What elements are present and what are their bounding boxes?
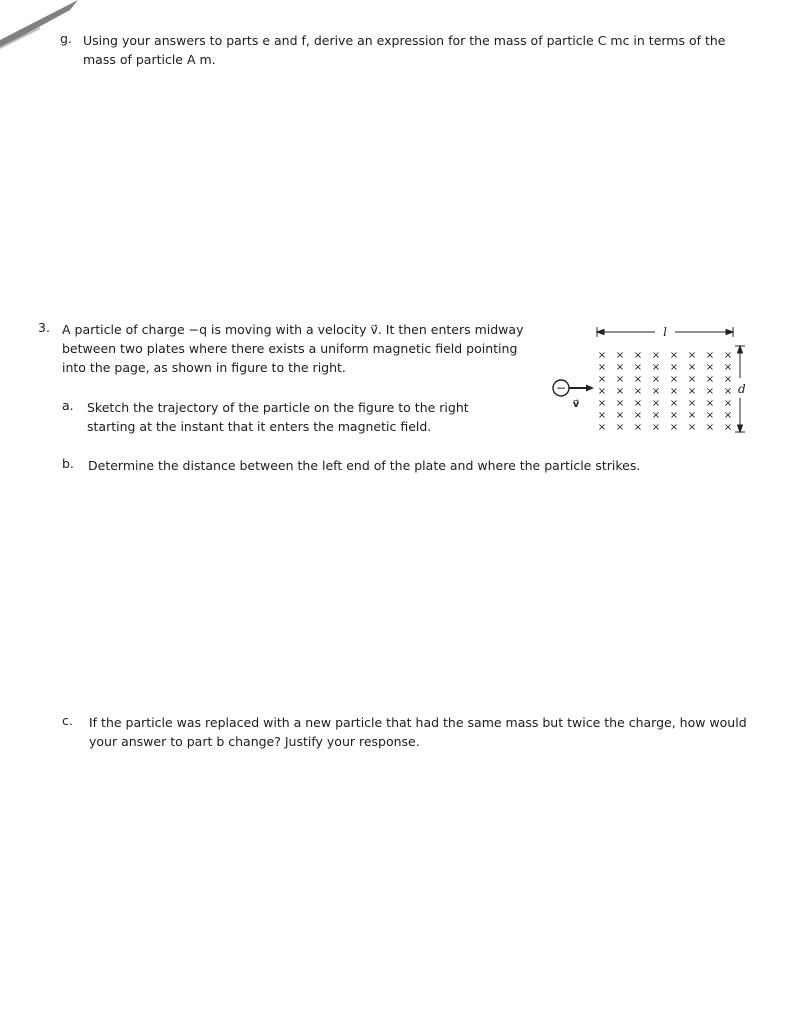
length-label: l [663, 325, 667, 339]
part-b [62, 456, 682, 476]
field-into-page-mark: × [687, 398, 697, 409]
field-into-page-mark: × [615, 362, 625, 373]
field-into-page-mark: × [597, 398, 607, 409]
field-into-page-mark: × [723, 386, 733, 397]
field-into-page-mark: × [633, 374, 643, 385]
part-g-text: Using your answers to parts e and f, derive an expression for the mass of particle C mᴄ in terms of the mass of particle A m. [83, 33, 726, 67]
field-into-page-mark: × [615, 398, 625, 409]
field-into-page-mark: × [687, 362, 697, 373]
field-into-page-mark: × [597, 410, 607, 421]
field-into-page-mark: × [687, 422, 697, 433]
field-into-page-mark: × [597, 362, 607, 373]
part-b-text: Determine the distance between the left end of the plate and where the particle strikes. [88, 458, 641, 473]
field-into-page-mark: × [651, 374, 661, 385]
field-into-page-mark: × [633, 410, 643, 421]
field-into-page-mark: × [615, 374, 625, 385]
velocity-label: v⃗ [572, 399, 580, 410]
field-into-page-mark: × [651, 350, 661, 361]
part-a [62, 398, 522, 438]
field-into-page-mark: × [705, 362, 715, 373]
part-g-marker: g. [60, 31, 72, 46]
field-into-page-mark: × [633, 422, 643, 433]
charge-sign: − [555, 381, 567, 395]
field-into-page-mark: × [651, 398, 661, 409]
field-into-page-mark: × [597, 350, 607, 361]
field-into-page-mark: × [615, 410, 625, 421]
field-into-page-mark: × [705, 386, 715, 397]
field-into-page-mark: × [687, 350, 697, 361]
field-into-page-mark: × [651, 386, 661, 397]
field-into-page-mark: × [723, 422, 733, 433]
field-into-page-mark: × [723, 350, 733, 361]
field-into-page-mark: × [705, 374, 715, 385]
field-into-page-mark: × [615, 422, 625, 433]
field-into-page-mark: × [687, 386, 697, 397]
velocity-arrow [569, 385, 594, 392]
field-into-page-mark: × [705, 398, 715, 409]
field-into-page-mark: × [615, 386, 625, 397]
field-into-page-mark: × [615, 350, 625, 361]
field-into-page-mark: × [651, 422, 661, 433]
question-3-number: 3. [38, 320, 50, 335]
field-into-page-mark: × [669, 350, 679, 361]
part-c [62, 713, 762, 753]
field-into-page-mark: × [705, 350, 715, 361]
negative-particle [553, 380, 569, 396]
field-into-page-mark: × [597, 422, 607, 433]
field-into-page-mark: × [705, 422, 715, 433]
field-into-page-mark: × [723, 410, 733, 421]
question-3 [38, 320, 538, 380]
field-into-page-mark: × [723, 362, 733, 373]
part-a-text: Sketch the trajectory of the particle on the figure to the right starting at the instant that it enters the magnetic field. [87, 400, 469, 434]
field-into-page-mark: × [651, 362, 661, 373]
magnetic-field-figure [530, 318, 760, 438]
field-into-page-mark: × [633, 398, 643, 409]
field-into-page-mark: × [669, 398, 679, 409]
field-into-page-mark: × [633, 362, 643, 373]
field-into-page-mark: × [597, 386, 607, 397]
field-into-page-mark: × [597, 374, 607, 385]
field-into-page-mark: × [669, 374, 679, 385]
part-b-marker: b. [62, 456, 74, 471]
field-into-page-mark: × [705, 410, 715, 421]
question-3-text: A particle of charge −q is moving with a velocity v⃗. It then enters midway between two plates where there exists a uniform magnetic field pointing into the page, as shown in figure to the right. [62, 322, 524, 375]
field-into-page-mark: × [669, 386, 679, 397]
field-into-page-mark: × [669, 410, 679, 421]
part-a-marker: a. [62, 398, 74, 413]
part-c-marker: c. [62, 713, 73, 728]
field-into-page-mark: × [633, 386, 643, 397]
part-g [60, 31, 760, 71]
field-into-page-mark: × [723, 398, 733, 409]
field-into-page-mark: × [687, 374, 697, 385]
field-into-page-mark: × [687, 410, 697, 421]
field-into-page-mark: × [633, 350, 643, 361]
field-into-page-mark: × [723, 374, 733, 385]
part-c-text: If the particle was replaced with a new particle that had the same mass but twice the charge, how would your answer to part b change? Justify your response. [89, 715, 747, 749]
field-into-page-mark: × [651, 410, 661, 421]
gap-label: d [738, 382, 746, 396]
field-into-page-mark: × [669, 422, 679, 433]
field-into-page-mark: × [669, 362, 679, 373]
magnetic-field-grid [598, 350, 732, 433]
